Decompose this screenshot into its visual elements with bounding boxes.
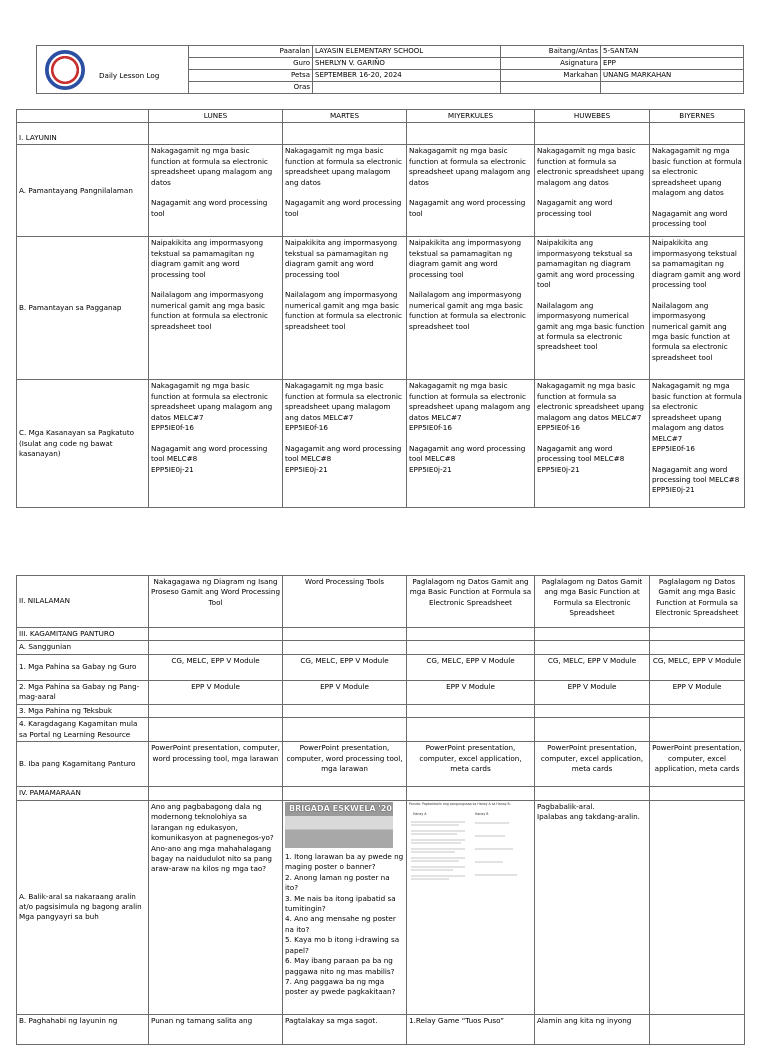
header-label: Baitang/Antas [501,46,601,58]
row-label-balik-aral: A. Balik-aral sa nakaraang aralin at/o pagsisimula ng bagong aralin Mga pangyayri sa buh [17,800,149,1014]
table-cell: EPP V Module [407,680,535,704]
header-value [313,82,501,94]
header-value: SEPTEMBER 16-20, 2024 [313,70,501,82]
empty-cell [650,800,745,1014]
cell-text: Nailalagom ang impormasyong numerical gamit ang mga basic function at formula sa electronic spreadsheet tool [652,300,731,362]
empty-cell [407,718,535,742]
cell-text: Nakagagamit ng mga basic function at formula sa electronic spreadsheet upang malagom ang datos MELC#7 [285,381,402,422]
table-cell: Ano ang pagbabagong dala ng modernong teknolohiya sa larangan ng edukasyon, komunikasyon at pagnenegos-yo? Ano-ano ang mga mahahalagang bagay na naidudulot nito sa pang araw-araw na kilos ng mga tao? [149,800,283,1014]
row-label-gabay-ng-mag-aaral: 2. Mga Pahina sa Gabay ng Pang-mag-aaral [17,680,149,704]
empty-cell [535,628,650,641]
empty-cell [283,704,407,717]
table-cell [650,380,745,508]
row-label-kagamitang-panturo: III. KAGAMITANG PANTURO [17,628,149,641]
cell-text: Nagagamit ang word processing tool [409,198,526,218]
table-cell: PowerPoint presentation, computer, word processing tool, mga larawan [149,742,283,787]
table-cell [407,380,535,508]
table-cell: Pagtalakay sa mga sagot. [283,1014,407,1044]
header-label: Paaralan [189,46,313,58]
header-label: Petsa [189,70,313,82]
empty-cell [650,641,745,654]
table-cell: Word Processing Tools [283,576,407,628]
empty-cell [650,787,745,800]
question-text: 7. Ang paggawa ba ng mga poster ay pwede pagkakitaan? [285,977,396,997]
table-cell [535,237,650,380]
row-label-nilalaman: II. NILALAMAN [17,576,149,628]
day-header: LUNES [149,110,283,123]
cell-text: Nagagamit ang word processing tool [151,198,268,218]
table-cell: CG, MELC, EPP V Module [407,654,535,680]
table-cell [283,380,407,508]
competency-code: EPP5IE0f-16 [409,423,452,433]
cell-text: Naipakikita ang impormasyong tekstual sa pamamagitan ng diagram gamit ang word processing tool [537,238,635,290]
cell-text: Nakagagamit ng mga basic function at formula sa electronic spreadsheet upang malagom ang datos MELC#7 [409,381,531,422]
table-cell [407,237,535,380]
worksheet-title: Panuto: Pagtambalin ang pangungusap sa Hanay A sa Hanay B. [409,801,511,806]
table-cell: EPP V Module [149,680,283,704]
table-cell: 1.Relay Game “Tuos Puso” [407,1014,535,1044]
empty-cell [407,704,535,717]
empty-cell [283,718,407,742]
cell-text: Naipakikita ang impormasyong tekstual sa pamamagitan ng diagram gamit ang word processing tool [652,238,741,290]
brigada-eskwela-poster-image [285,802,393,848]
empty-cell [535,123,650,145]
empty-cell [149,718,283,742]
deped-seal-icon [45,50,85,90]
layunin-table [16,109,745,508]
empty-cell [535,704,650,717]
empty-cell [149,704,283,717]
header-value: 5-SANTAN [601,46,744,58]
empty-cell [535,718,650,742]
header-label: Guro [189,58,313,70]
table-cell [650,237,745,380]
table-cell: Paglalagom ng Datos Gamit ang mga Basic Function at Formula sa Electronic Spreadsheet [407,576,535,628]
empty-cell [283,628,407,641]
day-header: HUWEBES [535,110,650,123]
competency-code: EPP5IE0j-21 [151,464,194,474]
cell-text: Ipalabas ang takdang-aralin. [537,812,640,822]
worksheet-column-a: Hanay A [413,811,427,816]
competency-code: EPP5IE0j-21 [409,464,452,474]
empty-cell [407,787,535,800]
competency-code: EPP5IE0f-16 [285,423,328,433]
cell-text: Nailalagom ang impormasyong numerical gamit ang mga basic function at formula sa electronic spreadsheet tool [537,300,645,352]
cell-text: Nakagagamit ng mga basic function at formula sa electronic spreadsheet upang malagom ang datos MELC#7 [537,381,644,422]
empty-cell [283,123,407,145]
row-label-teksbuk: 3. Mga Pahina ng Teksbuk [17,704,149,717]
competency-code: EPP5IE0f-16 [151,423,194,433]
cell-text: Nakagagamit ng mga basic function at formula sa electronic spreadsheet upang malagom ang datos [151,146,273,187]
question-text: 4. Ano ang mensahe ng poster na ito? [285,914,396,934]
empty-cell [650,123,745,145]
table-cell [407,800,535,1014]
cell-text: Nakagagamit ng mga basic function at formula sa electronic spreadsheet upang malagom ang datos [409,146,531,187]
cell-text: Pagbabalik-aral. [537,801,595,811]
cell-text: Nakagagamit ng mga basic function at formula sa electronic spreadsheet upang malagom ang datos [652,146,742,198]
empty-cell [650,718,745,742]
table-cell: EPP V Module [535,680,650,704]
day-header: BIYERNES [650,110,745,123]
cell-text: Naipakikita ang impormasyong tekstual sa pamamagitan ng diagram gamit ang word processing tool [285,238,398,279]
table-cell: CG, MELC, EPP V Module [283,654,407,680]
empty-cell [283,787,407,800]
table-cell: Paglalagom ng Datos Gamit ang mga Basic Function at Formula sa Electronic Spreadsheet [535,576,650,628]
cell-text: Nailalagom ang impormasyong numerical gamit ang mga basic function at formula sa electronic spreadsheet tool [409,290,526,331]
table-cell: EPP V Module [283,680,407,704]
header-label: Markahan [501,70,601,82]
cell-text: Nagagamit ang word processing tool [537,198,613,218]
table-cell: CG, MELC, EPP V Module [535,654,650,680]
empty-cell [650,1014,745,1044]
cell-text: Nakagagamit ng mga basic function at formula sa electronic spreadsheet upang malagom ang datos MELC#7 [151,381,273,422]
empty-cell [149,787,283,800]
competency-code: EPP5IE0f-16 [652,444,695,454]
table-cell [283,800,407,1014]
row-label-gabay-ng-guro: 1. Mga Pahina sa Gabay ng Guro [17,654,149,680]
empty-cell [535,641,650,654]
empty-cell [407,123,535,145]
row-label-pamamaraan: IV. PAMAMARAAN [17,787,149,800]
empty-cell [149,123,283,145]
cell-text: Nagagamit ang word processing tool [285,198,402,218]
table-cell: CG, MELC, EPP V Module [650,654,745,680]
section-label-layunin: I. LAYUNIN [17,123,149,145]
table-cell: Punan ng tamang salita ang [149,1014,283,1044]
poster-image-text: BRIGADA ESKWELA '20 [289,803,392,813]
row-label-iba-pang-kagamitan: B. Iba pang Kagamitang Panturo [17,742,149,787]
row-label-mga-kasanayan: C. Mga Kasanayan sa Pagkatuto (Isulat ang code ng bawat kasanayan) [17,380,149,508]
table-cell: PowerPoint presentation, computer, excel application, meta cards [407,742,535,787]
cell-text: Nailalagom ang impormasyong numerical gamit ang mga basic function at formula sa electronic spreadsheet tool [151,290,268,331]
header-value: UNANG MARKAHAN [601,70,744,82]
competency-code: EPP5IE0j-21 [652,485,695,495]
header-label [501,82,601,94]
table-cell [535,800,650,1014]
table-cell [535,145,650,237]
corner-cell [17,110,149,123]
cell-text: Nagagamit ang word processing tool MELC#8 [151,443,268,464]
table-cell [407,145,535,237]
cell-text: Nagagamit ang word processing tool MELC#8 [537,443,625,464]
row-label-sanggunian: A. Sanggunian [17,641,149,654]
question-text: 6. May ibang paraan pa ba ng paggawa nito ng mas mabilis? [285,956,395,976]
worksheet-column-b: Hanay B [475,811,489,816]
row-label-pamantayan-sa-pagganap: B. Pamantayan sa Pagganap [17,237,149,380]
row-label-portal: 4. Karagdagang Kagamitan mula sa Portal ng Learning Resource [17,718,149,742]
table-cell [650,145,745,237]
cell-text: Nakagagamit ng mga basic function at formula sa electronic spreadsheet upang malagom ang datos MELC#7 [652,381,742,443]
table-cell: PowerPoint presentation, computer, excel application, meta cards [650,742,745,787]
empty-cell [149,641,283,654]
empty-cell [535,787,650,800]
table-cell: PowerPoint presentation, computer, excel application, meta cards [535,742,650,787]
table-cell: Paglalagom ng Datos Gamit ang mga Basic Function at Formula sa Electronic Spreadsheet [650,576,745,628]
empty-cell [149,628,283,641]
table-cell: CG, MELC, EPP V Module [149,654,283,680]
competency-code: EPP5IE0j-21 [285,464,328,474]
lesson-log-title: Daily Lesson Log [99,71,160,80]
cell-text: Nagagamit ang word processing tool MELC#8 [652,464,740,484]
cell-text: Nagagamit ang word processing tool MELC#8 [409,443,526,464]
header-logo-cell [37,46,189,94]
table-cell [149,145,283,237]
empty-cell [407,641,535,654]
question-text: 1. Itong larawan ba ay pwede ng maging poster o banner? [285,851,404,872]
nilalaman-table [16,575,745,1045]
table-cell [149,237,283,380]
table-cell: PowerPoint presentation, computer, word processing tool, mga larawan [283,742,407,787]
cell-text: Naipakikita ang impormasyong tekstual sa pamamagitan ng diagram gamit ang word processing tool [151,238,264,279]
row-label-paghahabi: B. Paghahabi ng layunin ng [17,1014,149,1044]
header-value: EPP [601,58,744,70]
cell-text: Nagagamit ang word processing tool MELC#8 [285,443,402,464]
day-header: MIYERKULES [407,110,535,123]
table-cell: EPP V Module [650,680,745,704]
header-label: Oras [189,82,313,94]
header-value [601,82,744,94]
matching-type-worksheet-image [409,802,529,890]
question-text: 2. Anong laman ng poster na ito? [285,872,390,893]
table-cell: Alamin ang kita ng inyong [535,1014,650,1044]
empty-cell [650,704,745,717]
empty-cell [407,628,535,641]
cell-text: Nailalagom ang impormasyong numerical gamit ang mga basic function at formula sa electronic spreadsheet tool [285,290,402,331]
table-cell [535,380,650,508]
table-cell [283,237,407,380]
competency-code: EPP5IE0f-16 [537,423,580,433]
cell-text: Nakagagamit ng mga basic function at formula sa electronic spreadsheet upang malagom ang datos [537,146,644,187]
empty-cell [283,641,407,654]
cell-text: Naipakikita ang impormasyong tekstual sa pamamagitan ng diagram gamit ang word processing tool [409,238,522,279]
day-header: MARTES [283,110,407,123]
header-value: LAYASIN ELEMENTARY SCHOOL [313,46,501,58]
empty-cell [650,628,745,641]
table-cell [149,380,283,508]
question-text: 5. Kaya mo b itong i-drawing sa papel? [285,935,400,955]
cell-text: Nakagagamit ng mga basic function at formula sa electronic spreadsheet upang malagom ang datos [285,146,402,187]
question-text: 3. Me nais ba itong ipabatid sa tumitingin? [285,893,396,913]
cell-text: Nagagamit ang word processing tool [652,208,728,229]
lesson-log-header [36,45,744,94]
row-label-pamantayang-pangnilalaman: A. Pamantayang Pangnilalaman [17,145,149,237]
worksheet-lines-graphic [409,818,529,888]
header-label: Asignatura [501,58,601,70]
header-value: SHERLYN V. GARIÑO [313,58,501,70]
competency-code: EPP5IE0j-21 [537,464,580,474]
table-cell [283,145,407,237]
table-cell: Nakagagawa ng Diagram ng Isang Proseso Gamit ang Word Processing Tool [149,576,283,628]
